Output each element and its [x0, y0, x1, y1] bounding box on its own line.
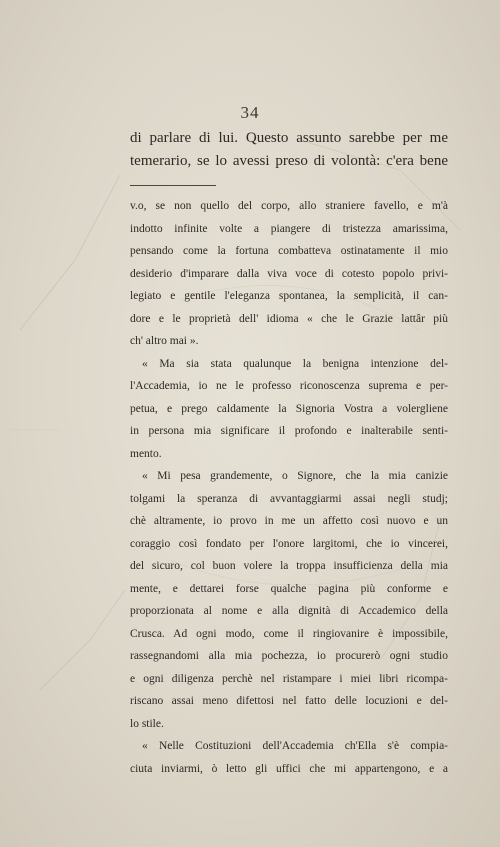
text-line: del sicuro, col buon volere la troppa insufficienza della mia [130, 560, 448, 572]
text-line: tolgami la speranza di avvantaggiarmi assai negli studj; [130, 492, 448, 505]
text-line: pensando come la fortuna combatteva ostinatamente il mio [130, 245, 448, 257]
text-line: ch' altro mai ». [130, 335, 199, 347]
text-line: petua, e prego caldamente la Signoria Vostra a volergliene [130, 402, 448, 415]
text-line: riscano assai meno difettosi nel fatto delle locuzioni e del- [130, 695, 448, 707]
text-line: in persona mia significare il profondo e inalterabile senti- [130, 425, 448, 437]
text-line: legiato e gentile l'eleganza spontanea, la semplicità, il can- [130, 290, 448, 302]
text-line: lo stile. [130, 717, 164, 730]
text-line: Crusca. Ad ogni modo, come il ringiovanire è impossibile, [130, 627, 448, 640]
text-line: coraggio così fondato per l'onore largitomi, che io vincerei, [130, 537, 448, 550]
text-line: indotto infinite volte a piangere di tristezza amarissima, [130, 222, 448, 235]
top-paragraph [130, 127, 448, 173]
text-line: mento. [130, 447, 162, 460]
text-line: v.o, se non quello del corpo, allo straniere favello, e m'à [130, 200, 448, 212]
text-line: mente, e dettarei forse qualche pagina più conforme e [130, 582, 448, 595]
text-line: desiderio d'imparare dalla viva voce di cotesto popolo privi- [130, 267, 448, 280]
text-line: l'Accademia, io ne le professo riconoscenza suprema e per- [130, 380, 448, 392]
text-line: rassegnandomi alla mia pochezza, io procurerò ogni studio [130, 650, 448, 662]
footnote-separator [130, 185, 216, 186]
footnote-text [130, 195, 448, 780]
text-line: ciuta inviarmi, ò letto gli uffici che mi appartengono, e a [130, 762, 448, 775]
text-line: « Mi pesa grandemente, o Signore, che la mia canizie [142, 470, 448, 482]
text-line: temerario, se lo avessi preso di volontà: c'era bene [130, 153, 448, 169]
text-line: « Nelle Costituzioni dell'Accademia ch'Ella s'è compia- [142, 740, 448, 752]
text-line: « Ma sia stata qualunque la benigna intenzione del- [142, 357, 448, 370]
text-line: chè altramente, io provo in me un affetto così nuovo e un [130, 515, 448, 527]
text-line: di parlare di lui. Questo assunto sarebbe per me [130, 130, 448, 146]
text-line: dore e le proprietà dell' idioma « che le Grazie lattâr più [130, 312, 448, 325]
page-number: 34 [240, 103, 260, 122]
text-line: e ogni diligenza perchè nel ristampare i miei libri ricompa- [130, 672, 448, 685]
text-line: proporzionata al nome e alla dignità di Accademico della [130, 605, 448, 617]
